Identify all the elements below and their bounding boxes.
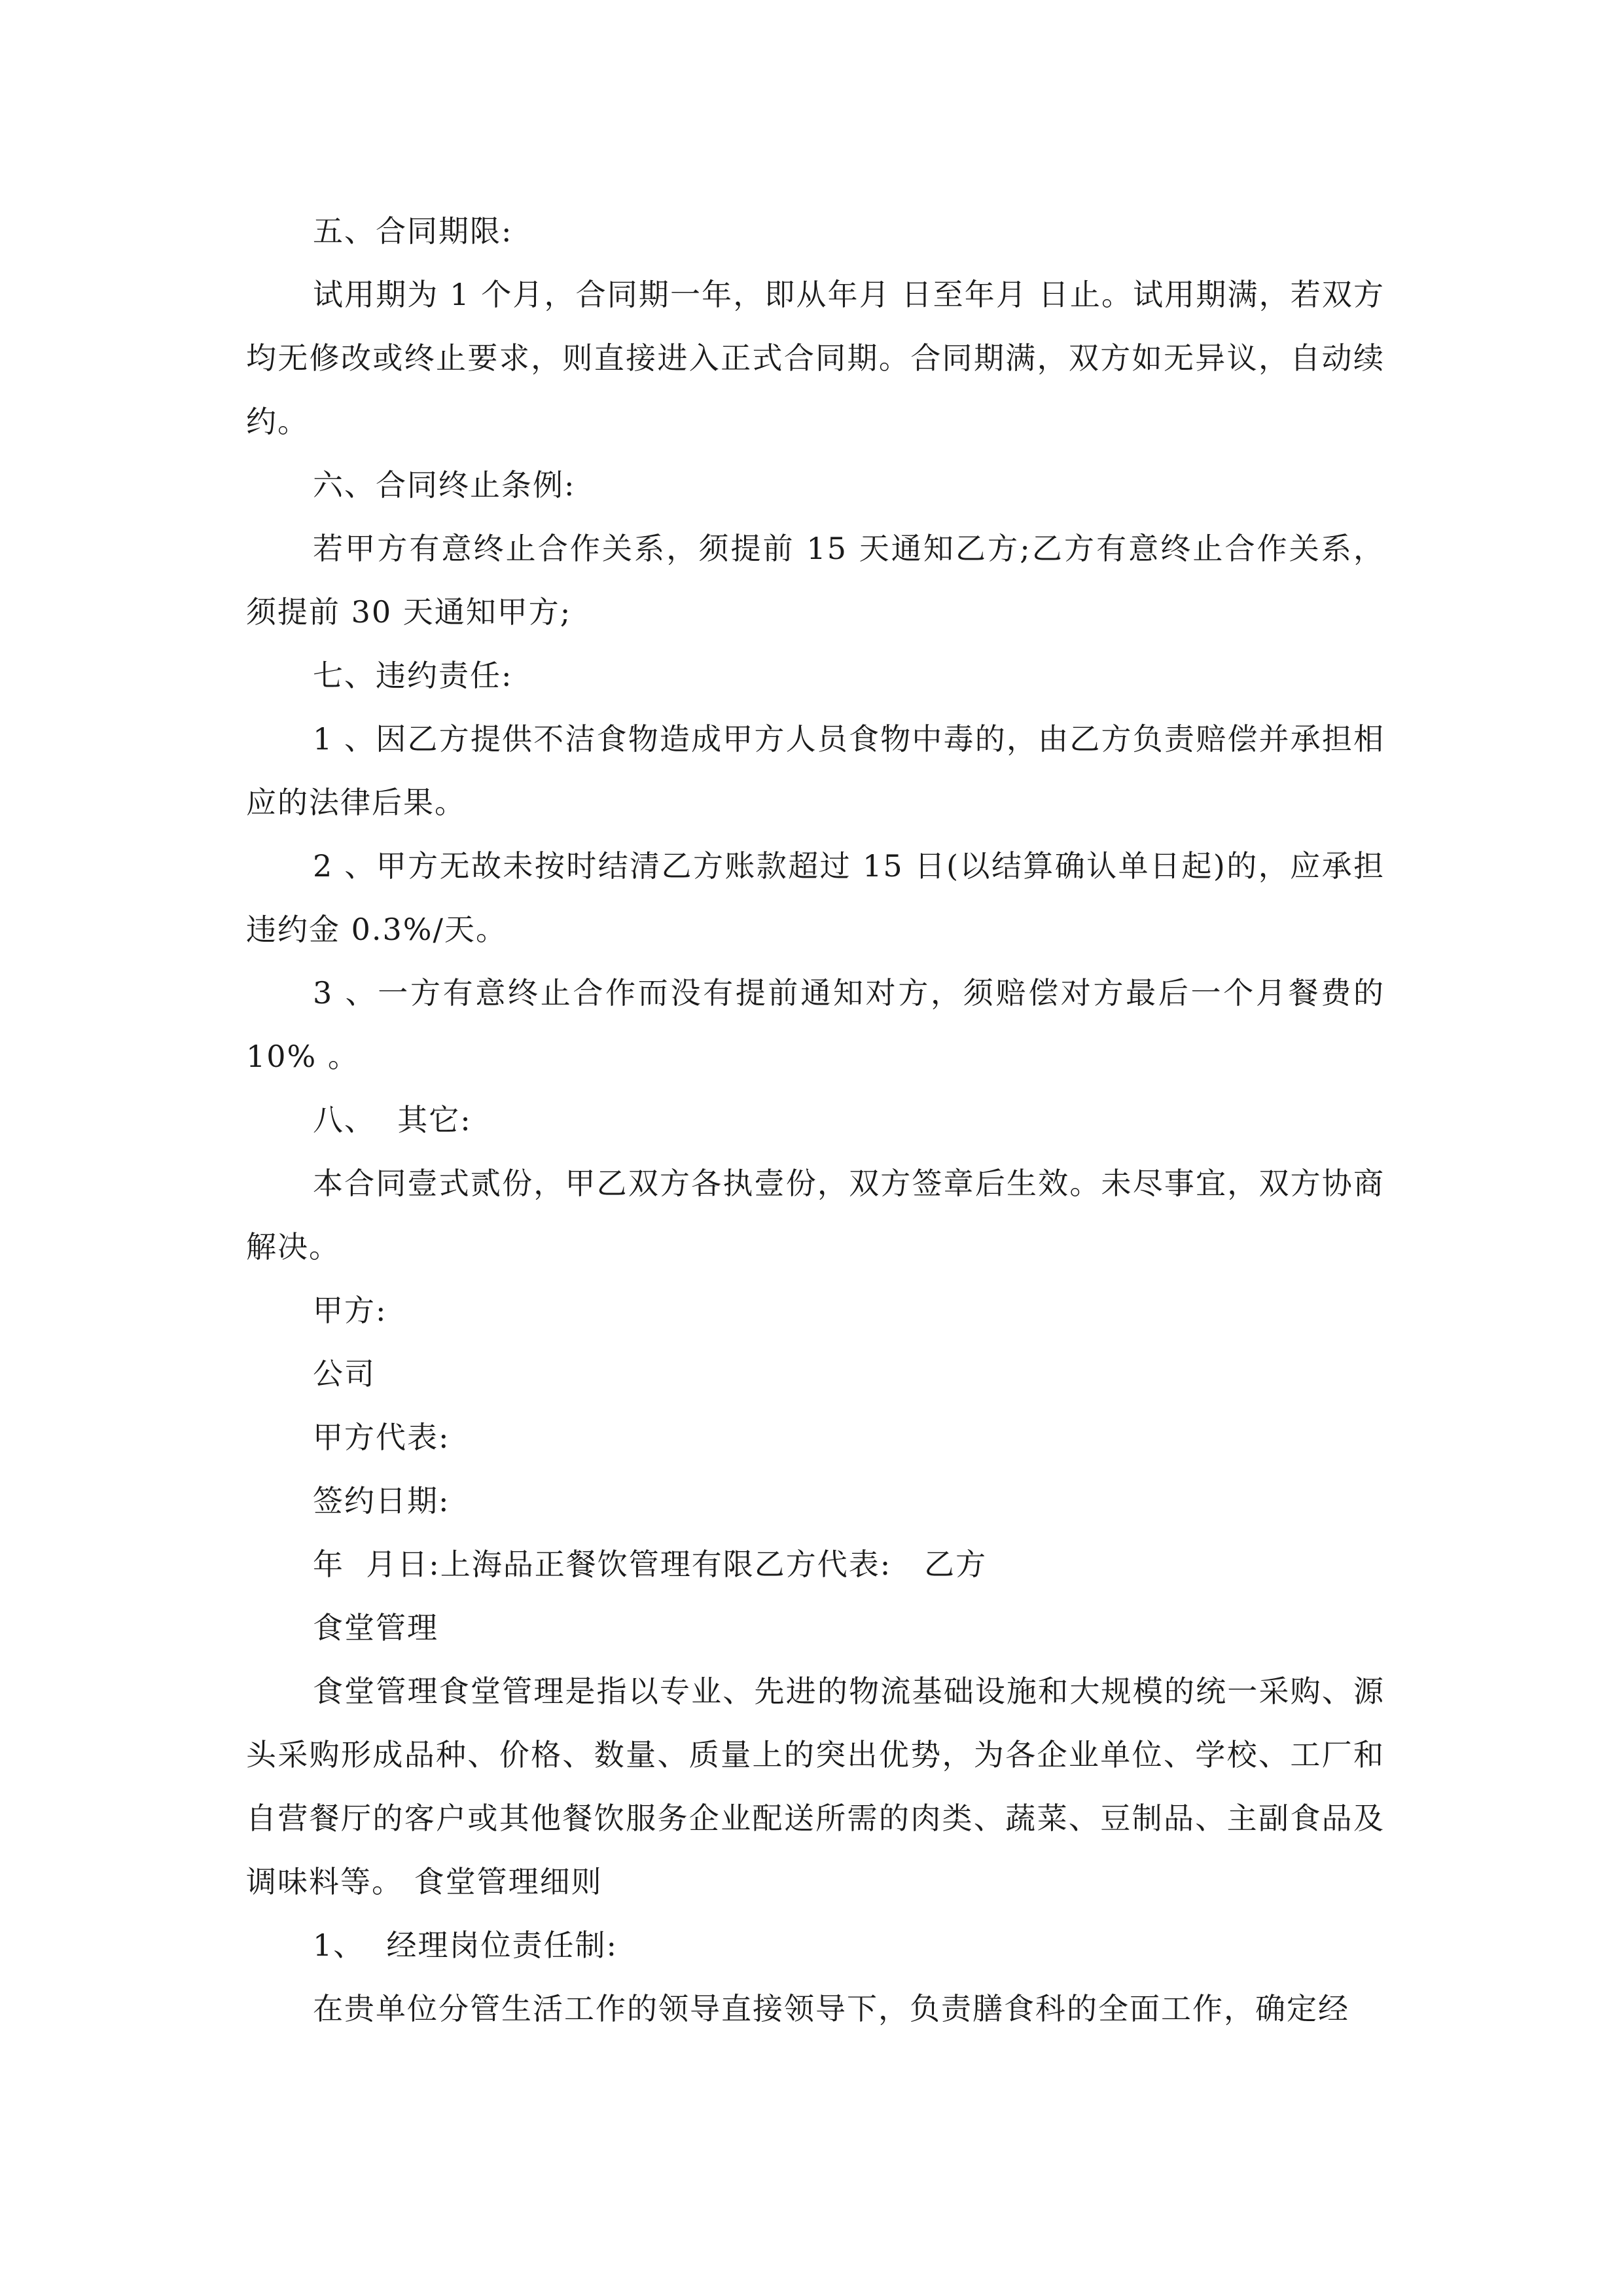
section-6-heading: 六、合同终止条例: (313, 467, 576, 503)
canteen-heading: 食堂管理 (313, 1610, 438, 1645)
date-party-b-line: 年 月日:上海品正餐饮管理有限乙方代表: 乙方 (313, 1547, 988, 1582)
section-8-body: 本合同壹式贰份，甲乙双方各执壹份，双方签章后生效。未尽事宜，双方协商解决。 (246, 1166, 1385, 1265)
section-7-heading: 七、违约责任: (313, 658, 513, 693)
company-label: 公司 (313, 1356, 376, 1391)
section-7-item-1: 1 、因乙方提供不洁食物造成甲方人员食物中毒的，由乙方负责赔偿并承担相应的法律后果。 (246, 721, 1385, 820)
section-7-item-2: 2 、甲方无故未按时结清乙方账款超过 15 日(以结算确认单日起)的，应承担违约金 0.3%/天。 (246, 848, 1385, 947)
party-a-label: 甲方: (313, 1293, 387, 1328)
section-5-heading: 五、合同期限: (313, 213, 513, 249)
sign-date-label: 签约日期: (313, 1483, 450, 1518)
section-7-item-3: 3 、一方有意终止合作而没有提前通知对方，须赔偿对方最后一个月餐费的10% 。 (246, 975, 1385, 1074)
manager-duty-body: 在贵单位分管生活工作的领导直接领导下，负责膳食科的全面工作，确定经 (313, 1991, 1349, 2026)
document-page (246, 200, 1385, 2041)
manager-duty-heading: 1、 经理岗位责任制: (313, 1928, 618, 1963)
section-5-body: 试用期为 1 个月，合同期一年，即从年月 日至年月 日止。试用期满，若双方均无修改或终止要求，则直接进入正式合同期。合同期满，双方如无异议，自动续约。 (246, 277, 1385, 439)
party-a-rep-label: 甲方代表: (313, 1420, 450, 1455)
section-6-body: 若甲方有意终止合作关系，须提前 15 天通知乙方;乙方有意终止合作关系，须提前 30 天通知甲方; (246, 531, 1385, 630)
section-8-heading: 八、 其它: (313, 1102, 472, 1138)
canteen-body: 食堂管理食堂管理是指以专业、先进的物流基础设施和大规模的统一采购、源头采购形成品种、价格、数量、质量上的突出优势，为各企业单位、学校、工厂和自营餐厅的客户或其他餐饮服务企业配送所需的肉类、蔬菜、豆制品、主副食品及调味料等。 食堂管理细则 (246, 1674, 1385, 1899)
